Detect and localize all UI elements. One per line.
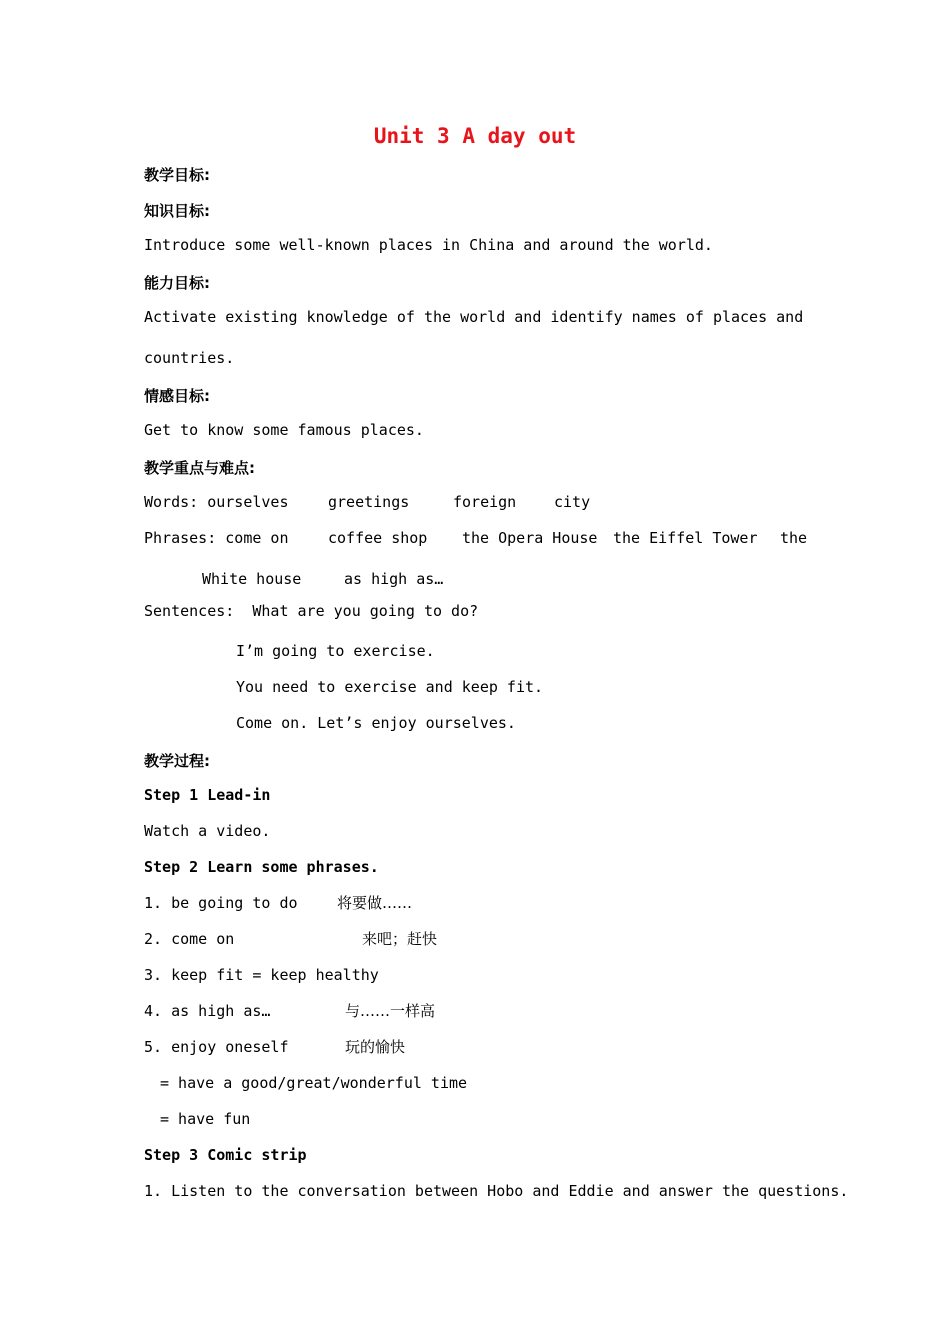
knowledge-text: Introduce some well-known places in China and around the world. [144, 236, 713, 254]
heading-focus: 教学重点与难点: [144, 459, 255, 477]
heading-ability-goals: 能力目标: [144, 274, 210, 292]
heading-knowledge-goals: 知识目标: [144, 202, 210, 220]
page-title: Unit 3 A day out [373, 124, 577, 148]
step1-text: Watch a video. [144, 822, 271, 840]
phrase-list-cn: 将要做…… [337, 894, 413, 912]
word-item: foreign [453, 493, 517, 511]
phrase-item: the [780, 529, 808, 547]
step3-title: Step 3 Comic strip [144, 1146, 307, 1164]
phrase-list-en: 1. be going to do [144, 894, 298, 912]
words-label: Words: ourselves [144, 493, 289, 511]
heading-teaching-process: 教学过程: [144, 752, 210, 770]
step3-text: 1. Listen to the conversation between Hobo and Eddie and answer the questions. [144, 1182, 849, 1200]
word-item: greetings [328, 493, 410, 511]
equivalent-phrase: = have fun [160, 1110, 251, 1128]
ability-text-line-1: Activate existing knowledge of the world and identify names of places and [144, 308, 804, 326]
phrase-list-en: 3. keep fit = keep healthy [144, 966, 379, 984]
phrase-list-en: 4. as high as… [144, 1002, 271, 1020]
ability-text-line-2: countries. [144, 349, 235, 367]
phrases-label: Phrases: come on [144, 529, 289, 547]
phrase-item: the Eiffel Tower [613, 529, 758, 547]
phrase-list-en: 5. enjoy oneself [144, 1038, 289, 1056]
word-item: city [554, 493, 591, 511]
heading-teaching-goals: 教学目标: [144, 166, 210, 184]
phrase-item: as high as… [344, 570, 444, 588]
phrase-list-cn: 来吧；赶快 [362, 930, 438, 948]
sentence-line: Come on. Let’s enjoy ourselves. [236, 714, 516, 732]
sentence-line: I’m going to exercise. [236, 642, 435, 660]
phrase-list-cn: 与……一样高 [345, 1002, 436, 1020]
step1-title: Step 1 Lead-in [144, 786, 271, 804]
sentences-label: Sentences: What are you going to do? [144, 602, 479, 620]
equivalent-phrase: = have a good/great/wonderful time [160, 1074, 468, 1092]
emotion-text: Get to know some famous places. [144, 421, 424, 439]
heading-emotion-goals: 情感目标: [144, 387, 210, 405]
phrase-item: coffee shop [328, 529, 428, 547]
phrase-item: White house [202, 570, 302, 588]
step2-title: Step 2 Learn some phrases. [144, 858, 379, 876]
phrase-item: the Opera House [462, 529, 598, 547]
sentence-line: You need to exercise and keep fit. [236, 678, 544, 696]
phrase-list-cn: 玩的愉快 [345, 1038, 406, 1056]
phrase-list-en: 2. come on [144, 930, 235, 948]
